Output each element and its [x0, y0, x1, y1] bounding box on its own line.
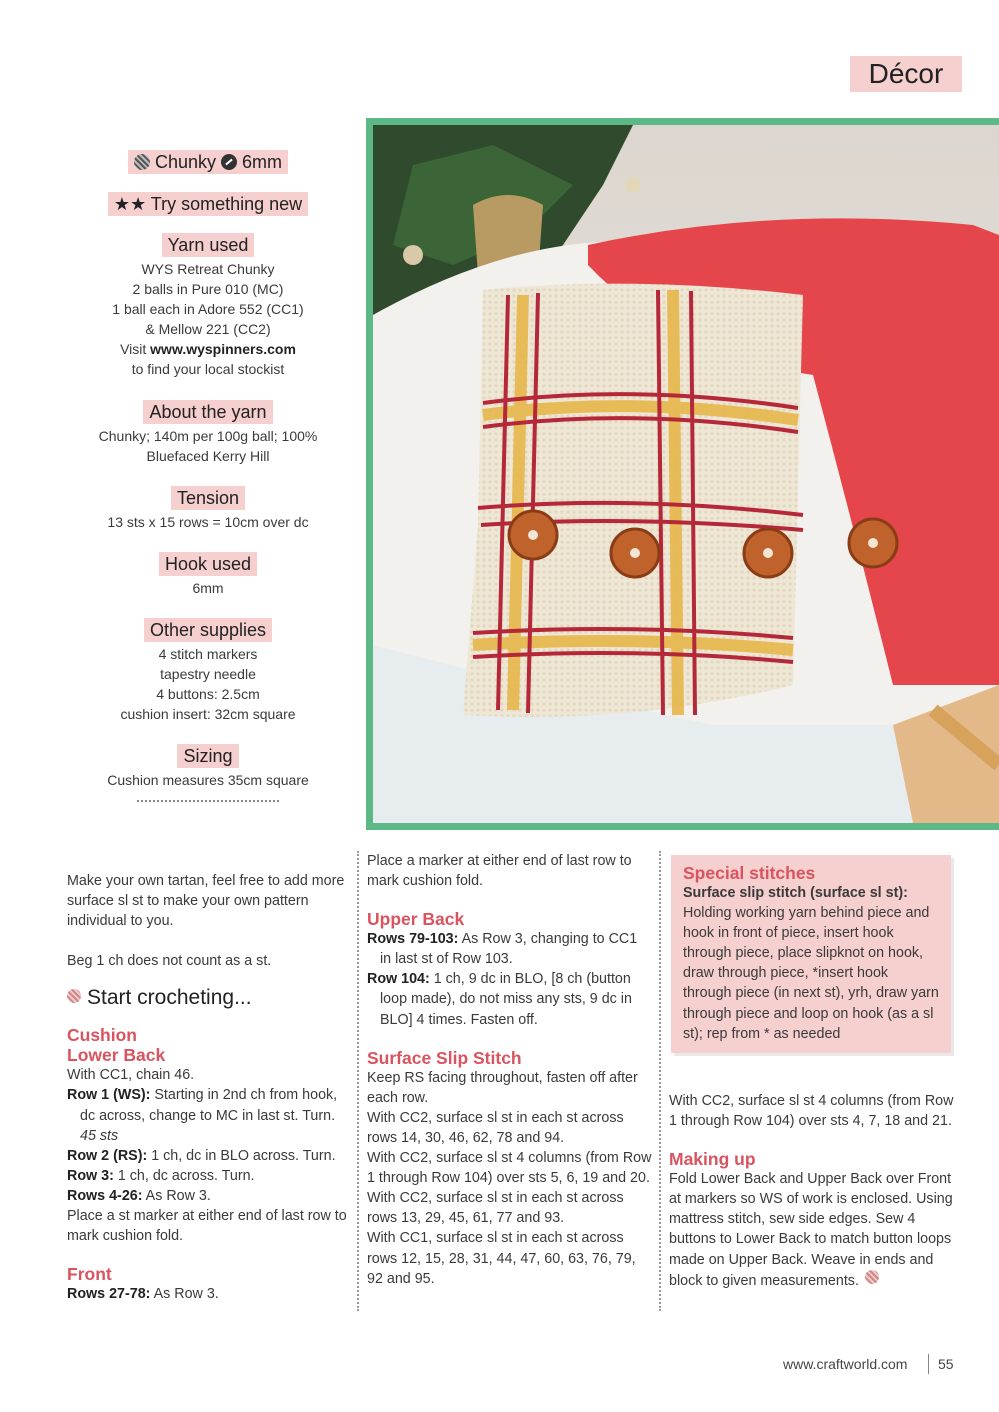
yarn-used-line: 1 ball each in Adore 552 (CC1) — [112, 301, 304, 317]
surface-sl-st-term: Surface slip stitch (surface sl st): — [683, 885, 908, 901]
supply-item: 4 stitch markers — [158, 646, 258, 662]
supply-item: tapestry needle — [160, 666, 256, 682]
visit-suffix: to find your local stockist — [131, 361, 285, 377]
about-yarn-line: Chunky; 140m per 100g ball; 100% — [98, 428, 318, 444]
row-1: Row 1 (WS): Starting in 2nd ch from hook, dc across, change to MC in last st. Turn. 45 sts — [67, 1087, 338, 1144]
about-yarn-line: Bluefaced Kerry Hill — [146, 448, 270, 464]
cc2-columns-text: With CC2, surface sl st 4 columns (from Row 1 through Row 104) over sts 4, 7, 18 and 21. — [669, 1093, 954, 1130]
row-2: Row 2 (RS): 1 ch, dc in BLO across. Turn. — [67, 1147, 336, 1164]
intro-text: Make your own tartan, feel free to add more surface sl st to make your own pattern individual to you. — [67, 873, 345, 930]
tartan-cushion-image — [373, 125, 999, 823]
difficulty-label: Try something new — [150, 194, 303, 214]
surface-paragraph: With CC2, surface sl st 4 columns (from Row 1 through Row 104) over sts 5, 6, 19 and 20. — [367, 1150, 652, 1187]
surface-sl-st-definition: Holding working yarn behind piece and hook in front of piece, insert hook through piece, place slipknot on hook, draw through piece, *insert hook through piece (in next st), yrh, draw yarn through piece and loop on hook (as a sl st); rep from * as needed — [683, 905, 939, 1042]
yarn-weight: Chunky — [154, 152, 216, 172]
supply-item: cushion insert: 32cm square — [120, 706, 296, 722]
surface-paragraph: With CC2, surface sl st in each st across rows 13, 29, 45, 61, 77 and 93. — [367, 1190, 624, 1227]
instructions-column-1 — [67, 871, 349, 1304]
column-divider — [357, 851, 359, 1311]
pattern-info — [67, 150, 349, 802]
yarn-used-line: 2 balls in Pure 010 (MC) — [132, 281, 284, 297]
marker-note: Place a marker at either end of last row to mark cushion fold. — [367, 853, 632, 890]
section-tag: Décor — [850, 56, 962, 92]
upper-back-heading: Upper Back — [367, 909, 465, 930]
instructions-column-2 — [367, 851, 652, 1289]
supply-item: 4 buttons: 2.5cm — [156, 686, 260, 702]
sizing-text: Cushion measures 35cm square — [107, 772, 309, 788]
about-yarn-title: About the yarn — [143, 400, 272, 424]
yarn-ball-icon — [67, 989, 81, 1003]
stockist-link[interactable]: www.wyspinners.com — [150, 341, 296, 357]
making-up-text: Fold Lower Back and Upper Back over Front at markers so WS of work is enclosed. Using mattress stitch, sew side edges. Sew 4 buttons to Lower Back to match button loops made on Upper Back. Weave in ends and block to given measurements. — [669, 1171, 953, 1289]
surface-slip-stitch-heading: Surface Slip Stitch — [367, 1047, 522, 1068]
visit-prefix: Visit — [120, 341, 151, 357]
beg-note: Beg 1 ch does not count as a st. — [67, 953, 272, 970]
difficulty-badge — [108, 192, 308, 216]
footer-separator — [928, 1354, 929, 1374]
row-104: Row 104: 1 ch, 9 dc in BLO, [8 ch (button loop made), do not miss any sts, 9 dc in BLO] 4 times. Fasten off. — [367, 971, 632, 1028]
yarn-used-title: Yarn used — [162, 233, 255, 257]
product-photo — [366, 118, 999, 830]
making-up-heading: Making up — [669, 1149, 756, 1170]
rows-27-78: Rows 27-78: As Row 3. — [67, 1286, 219, 1303]
cushion-heading: Cushion — [67, 1025, 137, 1046]
footer-url[interactable]: www.craftworld.com — [783, 1356, 908, 1372]
difficulty-stars: ★★ — [113, 194, 147, 214]
end-mark-icon — [865, 1270, 879, 1284]
special-stitches-box — [671, 855, 951, 1053]
yarn-used-line: & Mellow 221 (CC2) — [145, 321, 271, 337]
chain-line: With CC1, chain 46. — [67, 1067, 195, 1084]
tension-title: Tension — [171, 486, 245, 510]
hook-size: 6mm — [242, 152, 283, 172]
hook-used-title: Hook used — [159, 552, 257, 576]
instructions-column-3 — [669, 1091, 959, 1291]
surface-paragraph: With CC1, surface sl st in each st across rows 12, 15, 28, 31, 44, 47, 60, 63, 76, 79, 92 and 95. — [367, 1230, 636, 1287]
row-3: Row 3: 1 ch, dc across. Turn. — [67, 1167, 255, 1184]
lower-back-heading: Lower Back — [67, 1045, 166, 1066]
column-divider — [659, 851, 661, 1311]
front-heading: Front — [67, 1264, 112, 1285]
tension-text: 13 sts x 15 rows = 10cm over dc — [107, 514, 309, 530]
page-number: 55 — [938, 1356, 954, 1372]
yarn-weight-hook-badge — [128, 150, 288, 174]
rows-79-103: Rows 79-103: As Row 3, changing to CC1 in last st of Row 103. — [367, 931, 638, 968]
yarn-used-line: WYS Retreat Chunky — [141, 261, 275, 277]
hook-icon — [221, 154, 237, 170]
surface-paragraph: With CC2, surface sl st in each st across rows 14, 30, 46, 62, 78 and 94. — [367, 1109, 624, 1146]
special-stitches-heading: Special stitches — [683, 863, 816, 883]
other-supplies-title: Other supplies — [144, 618, 272, 642]
rows-4-26: Rows 4-26: As Row 3. — [67, 1187, 211, 1204]
dotted-divider — [137, 800, 279, 802]
surface-paragraph: Keep RS facing throughout, fasten off after each row. — [367, 1069, 638, 1106]
sizing-title: Sizing — [177, 744, 238, 768]
yarn-ball-icon — [134, 154, 150, 170]
hook-used-text: 6mm — [192, 580, 224, 596]
start-heading: Start crocheting... — [67, 985, 349, 1011]
marker-note: Place a st marker at either end of last row to mark cushion fold. — [67, 1208, 347, 1245]
